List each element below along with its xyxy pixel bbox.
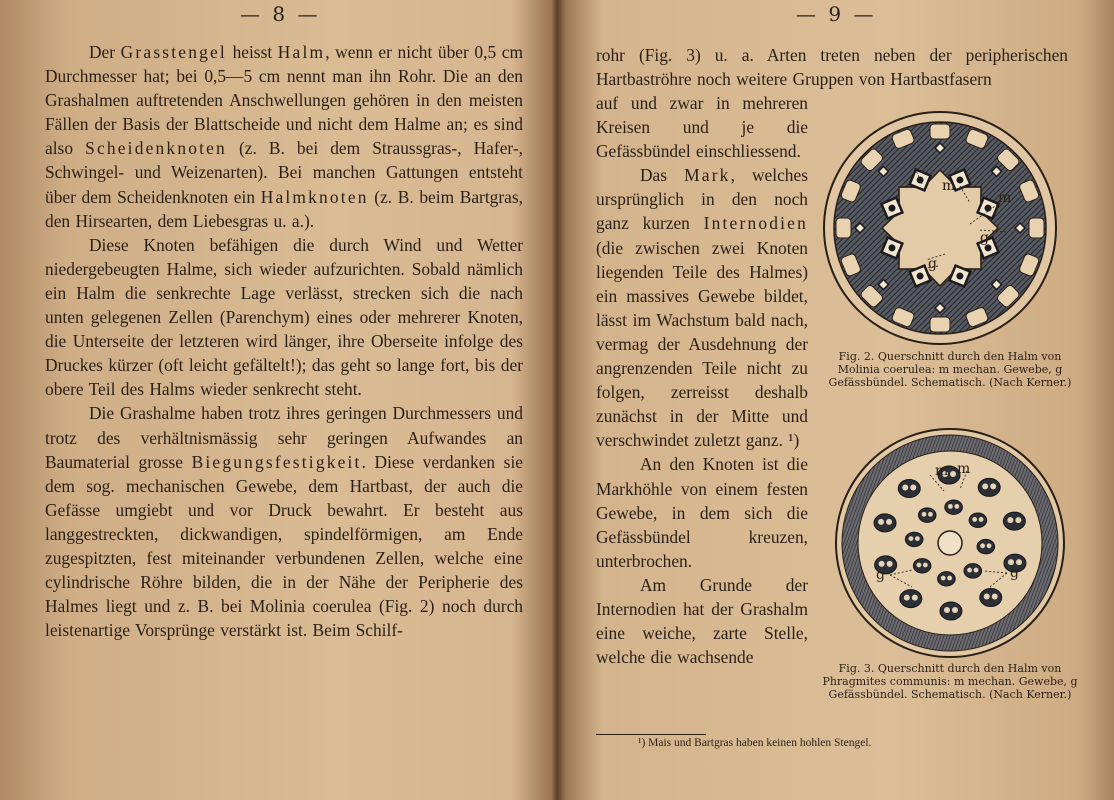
vessel-dot (917, 273, 924, 280)
vascular-bundle (905, 532, 923, 546)
figure-3-cross-section (832, 425, 1068, 661)
right-page-top-text: rohr (Fig. 3) u. a. Arten treten neben der peripherischen Hartbaströhre noch weitere Gruppen von Hartbastfasern (596, 45, 1068, 90)
vascular-bundle (964, 564, 982, 578)
figure-2-label-g1: g (980, 230, 989, 246)
right-page (556, 0, 1114, 800)
text-run: auf und zwar in mehreren Kreisen und je die Gefässbündel einschliessend. (596, 93, 808, 162)
text-run: (z. B. beim Bartgras, den Hirsearten, dem Liebesgras u. a.). (45, 186, 524, 231)
vascular-bundle (969, 513, 987, 527)
text-run: Am Grunde der Internodien hat der Grashalm eine weiche, zarte Stelle, welche die wachsende (596, 574, 808, 668)
text-run: Der (89, 42, 121, 62)
vascular-bundle (898, 480, 920, 498)
figure-2-pith (882, 170, 998, 286)
text-run: heisst (226, 42, 278, 62)
text-run: Die Grashalme haben trotz ihres geringen Durchmessers und trotz des verhältnismässig sehr geringen Aufwandes an Baumaterial grosse (45, 403, 523, 472)
figure-2-cross-section (820, 108, 1060, 348)
figure-2-label-m1: m (942, 178, 956, 194)
text-run: (z. B. bei dem Straussgras-, Hafer-, Schwingel- und Weizenarten). Bei manchen Gattungen entsteht über dem Scheidenknoten ein (45, 138, 523, 207)
text-run: , wenn er nicht über 0,5 cm Durchmesser hat; bei 0,5—5 cm nennt man ihn Rohr. Die an den Grashalmen auftretenden Anschwellungen gehören in den meisten Fällen der Basis der Blattscheide und nicht dem Halme an; es sind also (45, 42, 523, 159)
figure-3-label-g2: g (1010, 565, 1019, 581)
footnote-rule (596, 734, 706, 735)
page-number-right: — 9 — (796, 2, 877, 26)
vascular-bundle (977, 539, 995, 553)
left-page (0, 0, 556, 800)
figure-2-caption: Fig. 2. Querschnitt durch den Halm von Molinia coerulea: m mechan. Gewebe, g Gefässbündel. Schematisch. (Nach Kerner.) (828, 350, 1072, 389)
spaced-term: Grasstengel (120, 42, 227, 62)
figure-2-label-g2: g (928, 256, 937, 272)
right-page-column-text (596, 91, 808, 669)
paragraph (45, 233, 523, 402)
vascular-bundle (938, 572, 956, 586)
figure-3-label-g1: g (876, 567, 885, 583)
vascular-bundle (913, 559, 931, 573)
text-run: Diese Knoten befähigen die durch Wind und Wetter niedergebeugten Halme, sich wieder aufzurichten. Sobald nämlich ein Halm die senkrechte Lage verlässt, strecken sich die nach unten gelegenen Zellen (Parenchym) eines oder mehrerer Knoten, die Unterseite der letzteren wird länger, ihre Oberseite infolge des Druckes kürzer (oft leicht gefältelt!); das geht so lange fort, bis der obere Teil des Halms wieder senkrecht steht. (45, 234, 523, 400)
spaced-term: Internodien (703, 213, 808, 234)
text-run: , welches ursprünglich in den noch ganz kurzen (596, 165, 808, 234)
vascular-bundle (940, 602, 962, 620)
text-run: (die zwischen zwei Knoten liegenden Teile des Halmes) ein massives Gewebe bildet, lässt im Wachstum bald nach, vermag der Ausdehnung der angrenzenden Teile nicht zu folgen, zerreisst deshalb zunächst in der Mitte und verschwindet zuletzt ganz. ¹) (596, 237, 808, 451)
vessel-dot (888, 205, 895, 212)
paragraph (596, 452, 808, 572)
spaced-term: Biegungsfestigkeit (191, 451, 362, 472)
vessel-dot (985, 205, 992, 212)
paragraph (45, 401, 523, 642)
vessel-dot (956, 273, 963, 280)
figure-3-label-m2: m (957, 461, 971, 477)
spaced-term: Halm (277, 42, 326, 62)
page-number-left: — 8 — (240, 2, 321, 26)
paragraph (45, 40, 523, 233)
vascular-bundle (1003, 512, 1025, 530)
outer-cell (836, 218, 851, 238)
figure-2-label-m2: m (998, 190, 1012, 206)
spaced-term: Scheidenknoten (85, 138, 227, 159)
paragraph (596, 573, 808, 669)
vascular-bundle (978, 478, 1000, 496)
footnote: ¹) Mais und Bartgras haben keinen hohlen Stengel. (638, 737, 872, 749)
vascular-bundle (980, 588, 1002, 606)
text-run: An den Knoten ist die Markhöhle von einem festen Gewebe, in dem sich die Gefässbündel kreuzen, unterbrochen. (596, 454, 808, 571)
vessel-dot (888, 244, 895, 251)
outer-cell (930, 124, 950, 139)
figure-3-label-m1: m (935, 463, 949, 479)
text-run: . Diese verdanken sie dem sog. mechanischen Gewebe, dem Hartbast, der auch die Gefässe umgiebt und vor Druck bewahrt. Er besteht aus langgestreckten, dickwandigen, spindelförmigen, am Ende zugespitzten, fest miteinander verbundenen Zellen, welche eine cylindrische Röhre bilden, die in der Nähe der Peripherie des Halmes liegt und z. B. bei Molinia coerulea (Fig. 2) noch durch leistenartige Vorsprünge verstärkt ist. Beim Schilf- (45, 451, 523, 641)
vessel-dot (956, 176, 963, 183)
figure-3-caption: Fig. 3. Querschnitt durch den Halm von Phragmites communis: m mechan. Gewebe, g Gefässbündel. Schematisch. (Nach Kerner.) (822, 662, 1078, 701)
left-page-text (45, 40, 523, 642)
vascular-bundle (918, 508, 936, 522)
outer-cell (1029, 218, 1044, 238)
outer-cell (930, 317, 950, 332)
spaced-term: Mark (684, 165, 731, 186)
paragraph (596, 91, 808, 163)
vascular-bundle (900, 590, 922, 608)
text-run: Das (640, 165, 685, 186)
spaced-term: Halmknoten (260, 186, 369, 207)
paragraph (596, 163, 808, 452)
vascular-bundle (874, 514, 896, 532)
vascular-bundle (945, 500, 963, 514)
